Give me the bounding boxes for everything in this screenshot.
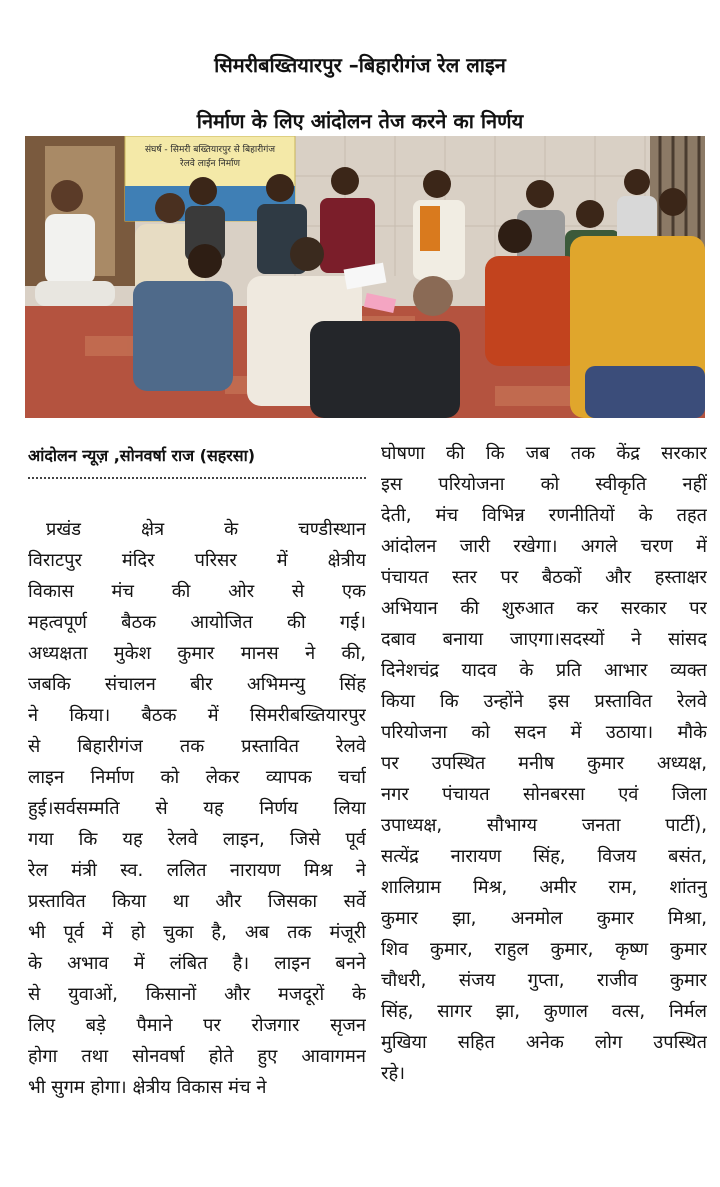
article-line: गया कि यह रेलवे लाइन, जिसे पूर्व [28, 829, 366, 850]
meeting-photo-illustration [25, 136, 705, 418]
article-line: लाइन निर्माण को लेकर व्यापक चर्चा [28, 767, 366, 788]
article-line: विराटपुर मंदिर परिसर में क्षेत्रीय [28, 550, 366, 571]
article-line: होगा तथा सोनवर्षा होते हुए आवागमन [28, 1046, 366, 1067]
article-line: इस परियोजना को स्वीकृति नहीं [381, 474, 707, 495]
article-line: लिए बड़े पैमाने पर रोजगार सृजन [28, 1015, 366, 1036]
article-line: से युवाओं, किसानों और मजदूरों के [28, 984, 366, 1005]
article-line: चौधरी, संजय गुप्ता, राजीव कुमार [381, 970, 707, 991]
article-line: दिनेशचंद्र यादव के प्रति आभार व्यक्त [381, 660, 707, 681]
article-line: पर उपस्थित मनीष कुमार अध्यक्ष, [381, 753, 707, 774]
byline: आंदोलन न्यूज़ ,सोनवर्षा राज (सहरसा) [28, 446, 256, 465]
article-line: से बिहारीगंज तक प्रस्तावित रेलवे [28, 736, 366, 757]
article-line: उपाध्यक्ष, सौभाग्य जनता पार्टी), [381, 815, 707, 836]
article-line: मुखिया सहित अनेक लोग उपस्थित [381, 1032, 707, 1053]
article-line: प्रस्तावित किया था और जिसका सर्वे [28, 891, 366, 912]
article-column-right [381, 438, 707, 1089]
article-line: सिंह, सागर झा, कुणाल वत्स, निर्मल [381, 1001, 707, 1022]
article-line: महत्वपूर्ण बैठक आयोजित की गई। [28, 612, 366, 633]
article-line: प्रखंड क्षेत्र के चण्डीस्थान [46, 519, 366, 540]
article-line: पंचायत स्तर पर बैठकों और हस्ताक्षर [381, 567, 707, 588]
article-line: दबाव बनाया जाएगा।सदस्यों ने सांसद [381, 629, 707, 650]
article-line: कुमार झा, अनमोल कुमार मिश्रा, [381, 908, 707, 929]
article-line: विकास मंच की ओर से एक [28, 581, 366, 602]
article-line: जबकि संचालन बीर अभिमन्यु सिंह [28, 674, 366, 695]
article-line: शिव कुमार, राहुल कुमार, कृष्ण कुमार [381, 939, 707, 960]
article-line: अध्यक्षता मुकेश कुमार मानस ने की, [28, 643, 366, 664]
article-line: रहे। [381, 1063, 405, 1084]
article-line: सत्येंद्र नारायण सिंह, विजय बसंत, [381, 846, 707, 867]
article-line: परियोजना को सदन में उठाया। मौके [381, 722, 707, 743]
article-line: भी पूर्व में हो चुका है, अब तक मंजूरी [28, 922, 366, 943]
article-line: नगर पंचायत सोनबरसा एवं जिला [381, 784, 707, 805]
article-line: भी सुगम होगा। क्षेत्रीय विकास मंच ने [28, 1077, 267, 1098]
headline-line-2: निर्माण के लिए आंदोलन तेज करने का निर्णय [196, 109, 524, 134]
article-line: देती, मंच विभिन्न रणनीतियों के तहत [381, 505, 707, 526]
article-line: अभियान की शुरुआत कर सरकार पर [381, 598, 707, 619]
banner-line-1: संघर्ष - सिमरी बख्तियारपुर से बिहारीगंज [144, 145, 276, 155]
article-line: घोषणा की कि जब तक केंद्र सरकार [381, 443, 707, 464]
article-line: शालिग्राम मिश्र, अमीर राम, शांतनु [381, 877, 707, 898]
headline [0, 37, 720, 149]
article-line: आंदोलन जारी रखेगा। अगले चरण में [381, 536, 707, 557]
byline-divider [28, 477, 366, 479]
article-column-left [28, 514, 366, 1103]
banner-line-2: रेलवे लाईन निर्माण [180, 159, 240, 169]
article-line: रेल मंत्री स्व. ललित नारायण मिश्र ने [28, 860, 366, 881]
article-line: के अभाव में लंबित है। लाइन बनने [28, 953, 366, 974]
article-line: हुई।सर्वसम्मति से यह निर्णय लिया [28, 798, 366, 819]
news-photo [25, 136, 705, 418]
article-line: किया कि उन्होंने इस प्रस्तावित रेलवे [381, 691, 707, 712]
headline-line-1: सिमरीबख्तियारपुर –बिहारीगंज रेल लाइन [214, 53, 506, 78]
article-line: ने किया। बैठक में सिमरीबख्तियारपुर [28, 705, 366, 726]
